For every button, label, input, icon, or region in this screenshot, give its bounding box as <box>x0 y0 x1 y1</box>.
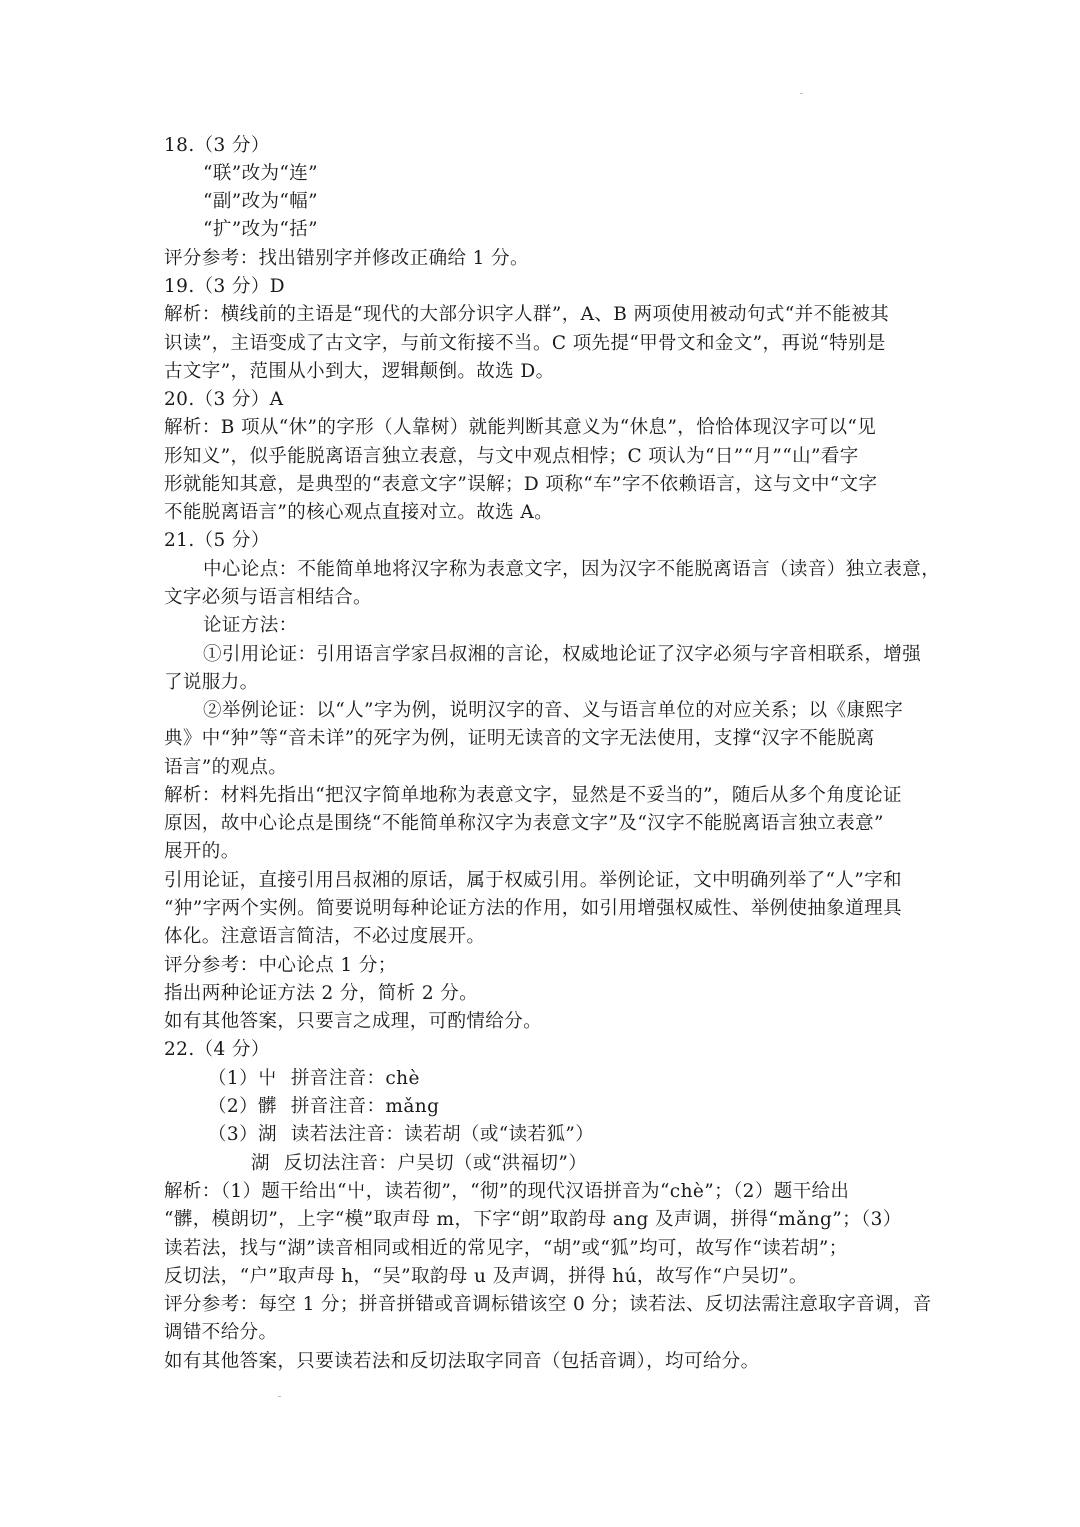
q22-analysis-line: 读若法，找与“湖”读音相同或相近的常见字，“胡”或“狐”均可，故写作“读若胡”； <box>164 1238 848 1259</box>
q21-thesis-cont: 文字必须与语言相结合。 <box>164 587 372 608</box>
q22-scoring: 评分参考：每空 1 分；拼音拼错或音调标错该空 0 分；读若法、反切法需注意取字音调，音 <box>164 1294 932 1315</box>
q20-analysis-line: 形知义”，似乎能脱离语言独立表意，与文中观点相悖；C 项认为“日”“月”“山”看字 <box>164 446 859 467</box>
q22-item <box>208 1065 968 1093</box>
q22-item-method: 反切法注音： <box>283 1153 398 1174</box>
q21-analysis-line: 体化。注意语言简洁，不必过度展开。 <box>164 926 486 947</box>
q21-method-citation-cont: 了说服力。 <box>164 672 259 693</box>
q21-methods-label: 论证方法： <box>203 615 298 636</box>
q21-method-citation: ①引用论证：引用语言学家吕叔湘的言论，权威地论证了汉字必须与字音相联系，增强 <box>203 644 922 665</box>
q22-item-method: 拼音注音： <box>290 1096 386 1117</box>
q18-scoring: 评分参考：找出错别字并修改正确给 1 分。 <box>164 248 529 269</box>
q21-method-example: ②举例论证：以“人”字为例，说明汉字的音、义与语言单位的对应关系；以《康熙字 <box>203 700 904 721</box>
q22-scoring: 调错不给分。 <box>164 1322 278 1343</box>
q21-analysis-line: 原因，故中心论点是围绕“不能简单称汉字为表意文字”及“汉字不能脱离语言独立表意” <box>164 813 884 834</box>
q21-analysis-line: 展开的。 <box>164 841 240 862</box>
q22-item-answer: 读若胡（或“读若狐”） <box>404 1124 595 1145</box>
q21-heading: 21.（5 分） <box>164 530 270 551</box>
q22-analysis-line: “髒，模朗切”，上字“模”取声母 m，下字“朗”取韵母 ang 及声调，拼得“mǎng”；（3） <box>164 1209 902 1230</box>
q19-analysis-line: 识读”，主语变成了古文字，与前文衔接不当。C 项先提“甲骨文和金文”，再说“特别是 <box>164 333 886 354</box>
q20-analysis-line: 解析：B 项从“休”的字形（人靠树）就能判断其意义为“休息”，恰恰体现汉字可以“见 <box>164 417 877 438</box>
q19-analysis-line: 解析：横线前的主语是“现代的大部分识字人群”，A、B 两项使用被动句式“并不能被其 <box>164 304 890 325</box>
q22-item-number: （1） <box>208 1068 258 1089</box>
q21-thesis: 中心论点：不能简单地将汉字称为表意文字，因为汉字不能脱离语言（读音）独立表意， <box>203 559 941 580</box>
q22-item <box>208 1121 968 1149</box>
q22-heading: 22.（4 分） <box>164 1039 270 1060</box>
q22-item-answer: chè <box>385 1068 420 1089</box>
scan-speck <box>800 93 803 94</box>
q21-analysis-line: “狆”字两个实例。简要说明每种论证方法的作用，如引用增强权威性、举例使抽象道理具 <box>164 898 902 919</box>
q22-item-method: 读若法注音： <box>290 1124 405 1145</box>
q21-method-example-cont: 语言”的观点。 <box>164 757 288 778</box>
q21-scoring: 如有其他答案，只要言之成理，可酌情给分。 <box>164 1011 543 1032</box>
q22-item-answer: mǎng <box>385 1096 440 1117</box>
q18-heading: 18.（3 分） <box>164 135 270 156</box>
q21-method-example-cont: 典》中“狆”等“音未详”的死字为例，证明无读音的文字无法使用，支撑“汉字不能脱离 <box>164 728 875 749</box>
q22-item-char: 屮 <box>257 1068 277 1089</box>
q22-item-answer: 户吴切（或“洪福切”） <box>397 1153 588 1174</box>
q20-analysis-line: 不能脱离语言”的核心观点直接对立。故选 A。 <box>164 502 554 523</box>
q19-heading: 19.（3 分）D <box>164 276 286 297</box>
q22-item <box>208 1093 968 1121</box>
q18-correction-2: “副”改为“幅” <box>203 191 319 212</box>
q18-correction-3: “扩”改为“括” <box>203 219 319 240</box>
q22-item-number: （2） <box>208 1096 258 1117</box>
q21-analysis-line: 引用论证，直接引用吕叔湘的原话，属于权威引用。举例论证，文中明确列举了“人”字和 <box>164 870 902 891</box>
q20-analysis-line: 形就能知其意，是典型的“表意文字”误解；D 项称“车”字不依赖语言，这与文中“文字 <box>164 474 878 495</box>
q22-analysis-line: 反切法，“户”取声母 h，“吴”取韵母 u 及声调，拼得 hú，故写作“户吴切”。 <box>164 1266 808 1287</box>
q19-analysis-line: 古文字”，范围从小到大，逻辑颠倒。故选 D。 <box>164 361 555 382</box>
q22-analysis-line: 解析：（1）题干给出“屮，读若彻”，“彻”的现代汉语拼音为“chè”；（2）题干给出 <box>164 1181 850 1202</box>
q21-scoring: 指出两种论证方法 2 分，简析 2 分。 <box>164 983 479 1004</box>
q22-item-char: 湖 <box>251 1153 270 1174</box>
q20-heading: 20.（3 分）A <box>164 389 284 410</box>
q22-item-number: （3） <box>208 1124 258 1145</box>
q22-item-method: 拼音注音： <box>290 1068 386 1089</box>
q22-item <box>251 1150 1011 1178</box>
scan-speck <box>278 1396 281 1397</box>
q22-item-char: 湖 <box>257 1124 277 1145</box>
q21-analysis-line: 解析：材料先指出“把汉字简单地称为表意文字，显然是不妥当的”，随后从多个角度论证 <box>164 785 902 806</box>
q22-item-char: 髒 <box>257 1096 277 1117</box>
q22-scoring: 如有其他答案，只要读若法和反切法取字同音（包括音调），均可给分。 <box>164 1351 760 1372</box>
q18-correction-1: “联”改为“连” <box>203 163 319 184</box>
q21-scoring: 评分参考：中心论点 1 分； <box>164 955 397 976</box>
